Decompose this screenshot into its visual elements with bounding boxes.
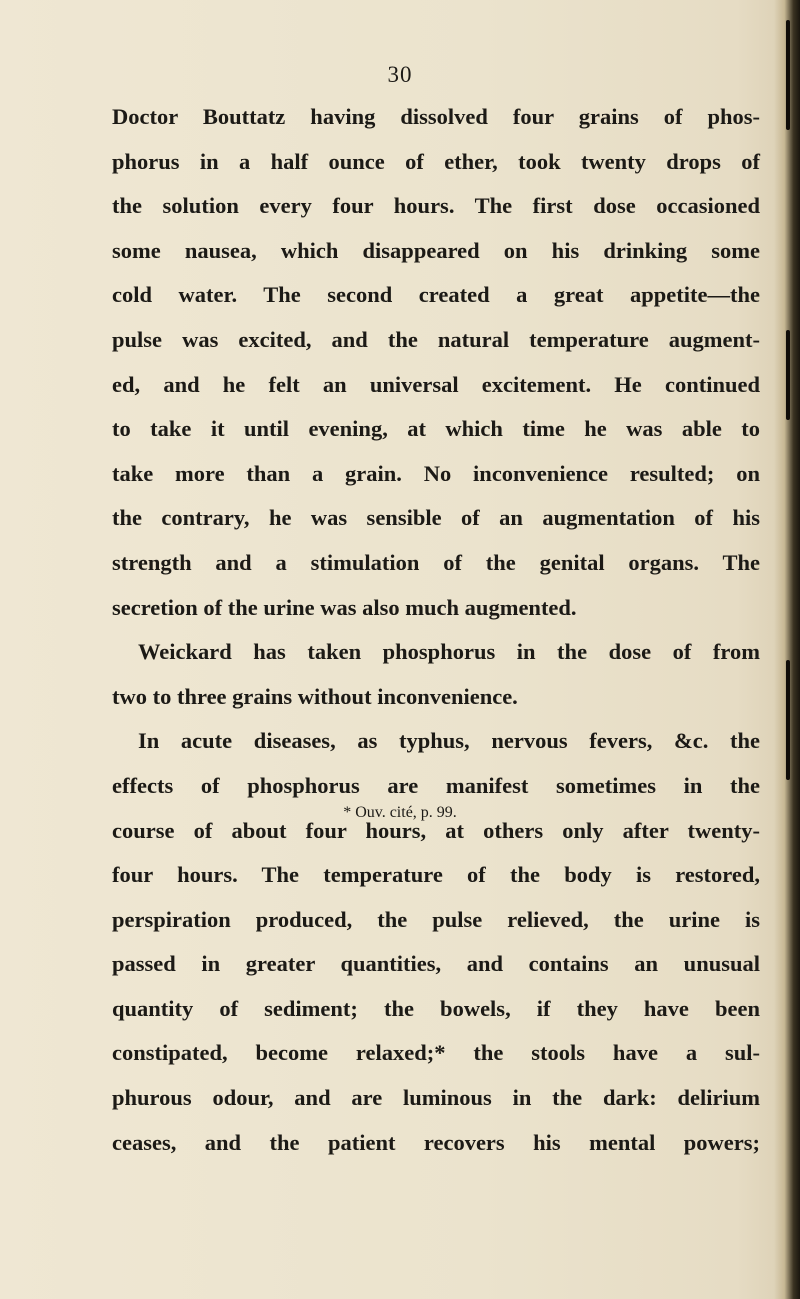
text-line: the solution every four hours. The first dose occasioned xyxy=(112,193,760,219)
footnote: * Ouv. cité, p. 99. xyxy=(343,804,457,821)
text-line: cold water. The second created a great appetite—the xyxy=(112,282,760,308)
text-line: ed, and he felt an universal excitement. He continued xyxy=(112,371,760,397)
text-line: some nausea, which disappeared on his drinking some xyxy=(112,237,760,263)
text-line: effects of phosphorus are manifest sometimes in the xyxy=(112,772,760,798)
text-line: ceases, and the patient recovers his mental powers; xyxy=(112,1129,760,1155)
body-text xyxy=(112,95,760,1165)
binding-shadow-lower xyxy=(786,660,790,780)
text-line: In acute diseases, as typhus, nervous fevers, &c. the xyxy=(138,728,760,754)
text-line: two to three grains without inconvenience. xyxy=(112,683,518,709)
text-line: constipated, become relaxed;* the stools have a sul- xyxy=(112,1040,760,1066)
text-line: four hours. The temperature of the body is restored, xyxy=(112,862,760,888)
text-line: secretion of the urine was also much augmented. xyxy=(112,594,577,620)
binding-edge xyxy=(774,0,800,1299)
text-line: take more than a grain. No inconvenience resulted; on xyxy=(112,460,760,486)
page-number: 30 xyxy=(387,62,413,87)
text-line: to take it until evening, at which time he was able to xyxy=(112,416,760,442)
text-line: passed in greater quantities, and contains an unusual xyxy=(112,951,760,977)
text-line: phurous odour, and are luminous in the dark: delirium xyxy=(112,1085,760,1111)
text-line: perspiration produced, the pulse relieved, the urine is xyxy=(112,906,760,932)
text-line: pulse was excited, and the natural temperature augment- xyxy=(112,326,760,352)
text-line: phorus in a half ounce of ether, took twenty drops of xyxy=(112,148,760,174)
text-line: strength and a stimulation of the genital organs. The xyxy=(112,549,760,575)
text-line: quantity of sediment; the bowels, if they have been xyxy=(112,995,760,1021)
text-line: course of about four hours, at others only after twenty- xyxy=(112,817,760,843)
text-line: Doctor Bouttatz having dissolved four grains of phos- xyxy=(112,104,760,129)
text-line: Weickard has taken phosphorus in the dose of from xyxy=(138,639,760,665)
text-line: the contrary, he was sensible of an augmentation of his xyxy=(112,505,760,531)
binding-shadow-middle xyxy=(786,330,790,420)
